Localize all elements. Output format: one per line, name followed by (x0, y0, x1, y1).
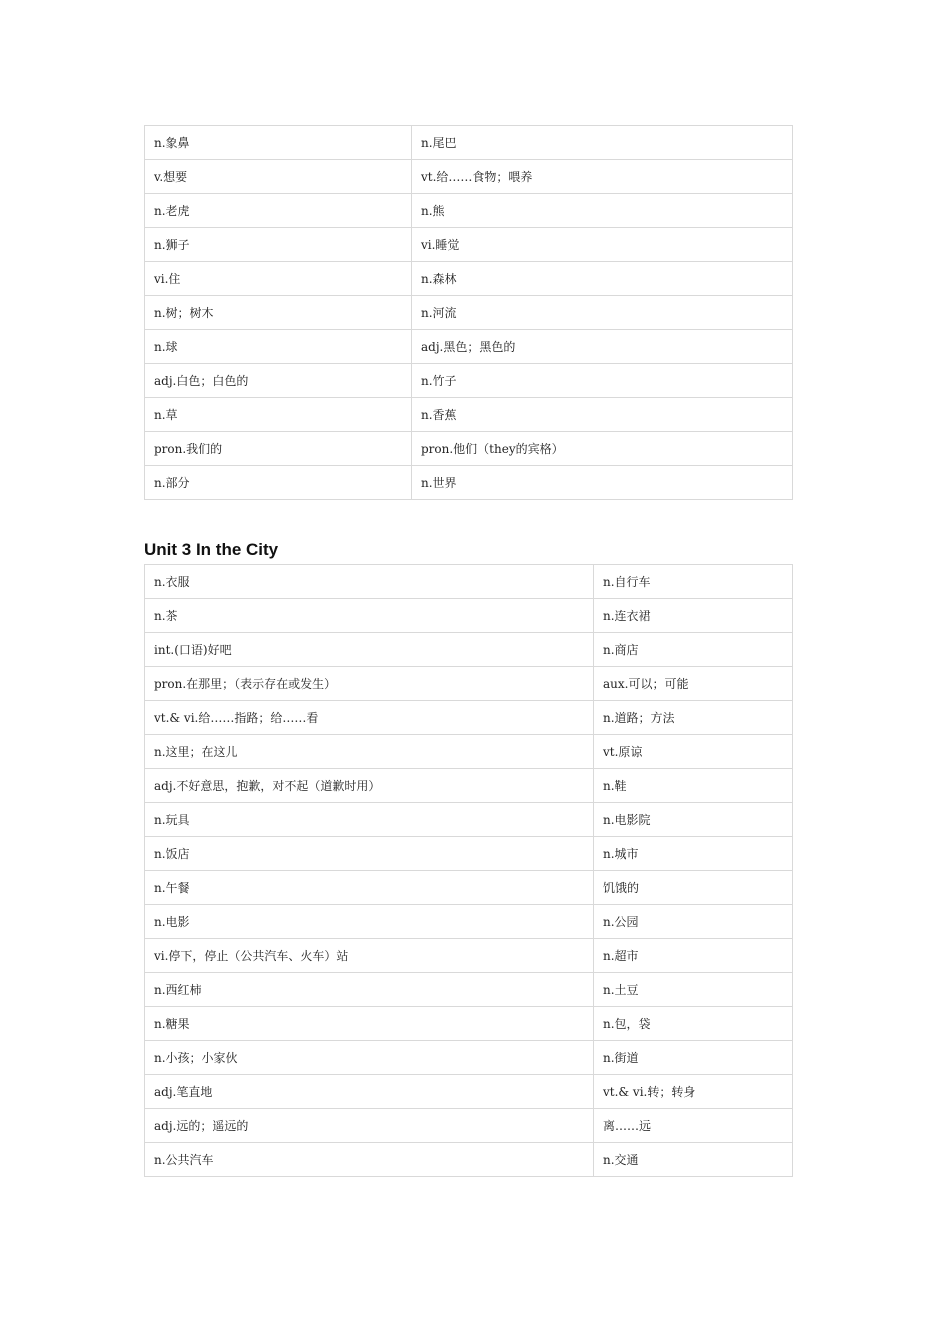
table-row (145, 1143, 793, 1177)
table-cell-left: n.球 (145, 330, 412, 364)
table-row (145, 871, 793, 905)
table-cell-left: adj.不好意思，抱歉，对不起（道歉时用） (145, 769, 594, 803)
table-row (145, 1041, 793, 1075)
table-cell-left: n.部分 (145, 466, 412, 500)
table-cell-right: 离……远 (594, 1109, 793, 1143)
table-row (145, 1109, 793, 1143)
table-cell-right: n.交通 (594, 1143, 793, 1177)
table-cell-left: v.想要 (145, 160, 412, 194)
table-cell-right: n.河流 (412, 296, 793, 330)
table-cell-right: n.尾巴 (412, 126, 793, 160)
table-cell-left: n.玩具 (145, 803, 594, 837)
table-row (145, 905, 793, 939)
table-cell-left: adj.白色；白色的 (145, 364, 412, 398)
table-cell-right: n.竹子 (412, 364, 793, 398)
table-cell-left: n.西红柿 (145, 973, 594, 1007)
table-cell-right: n.道路；方法 (594, 701, 793, 735)
table-row (145, 939, 793, 973)
table-row (145, 565, 793, 599)
table-cell-left: n.老虎 (145, 194, 412, 228)
table-cell-left: pron.我们的 (145, 432, 412, 466)
table-row (145, 330, 793, 364)
table-row (145, 262, 793, 296)
table-row (145, 364, 793, 398)
unit2-vocab-table-body (145, 126, 793, 500)
table-cell-left: vt.& vi.给……指路；给……看 (145, 701, 594, 735)
table-cell-right: n.鞋 (594, 769, 793, 803)
table-cell-left: adj.笔直地 (145, 1075, 594, 1109)
table-cell-right: n.街道 (594, 1041, 793, 1075)
table-cell-left: n.小孩；小家伙 (145, 1041, 594, 1075)
unit2-vocab-table (144, 125, 793, 500)
table-row (145, 1007, 793, 1041)
table-cell-left: n.狮子 (145, 228, 412, 262)
table-row (145, 296, 793, 330)
table-cell-left: pron.在那里；（表示存在或发生） (145, 667, 594, 701)
table-cell-right: vt.给……食物；喂养 (412, 160, 793, 194)
table-cell-right: n.电影院 (594, 803, 793, 837)
unit3-heading: Unit 3 In the City (144, 540, 279, 559)
table-row (145, 160, 793, 194)
table-row (145, 769, 793, 803)
table-cell-right: n.世界 (412, 466, 793, 500)
table-cell-right: vi.睡觉 (412, 228, 793, 262)
table-row (145, 667, 793, 701)
table-cell-right: n.包，袋 (594, 1007, 793, 1041)
table-cell-left: n.茶 (145, 599, 594, 633)
table-cell-right: aux.可以；可能 (594, 667, 793, 701)
unit3-vocab-table-body (145, 565, 793, 1177)
table-cell-right: pron.他们（they的宾格） (412, 432, 793, 466)
table-cell-left: adj.远的；遥远的 (145, 1109, 594, 1143)
table-row (145, 432, 793, 466)
table-cell-right: n.自行车 (594, 565, 793, 599)
table-row (145, 126, 793, 160)
table-row (145, 228, 793, 262)
table-cell-right: n.熊 (412, 194, 793, 228)
table-cell-right: n.森林 (412, 262, 793, 296)
table-cell-left: n.树；树木 (145, 296, 412, 330)
table-cell-left: n.饭店 (145, 837, 594, 871)
table-row (145, 1075, 793, 1109)
table-cell-right: n.超市 (594, 939, 793, 973)
unit3-vocab-table (144, 564, 793, 1177)
table-cell-left: n.电影 (145, 905, 594, 939)
table-cell-left: vi.住 (145, 262, 412, 296)
table-cell-left: n.草 (145, 398, 412, 432)
table-cell-right: vt.原谅 (594, 735, 793, 769)
table-row (145, 466, 793, 500)
table-cell-left: n.衣服 (145, 565, 594, 599)
table-cell-right: n.商店 (594, 633, 793, 667)
table-cell-left: n.糖果 (145, 1007, 594, 1041)
table-cell-right: adj.黑色；黑色的 (412, 330, 793, 364)
table-row (145, 973, 793, 1007)
table-cell-left: n.这里；在这儿 (145, 735, 594, 769)
table-cell-right: n.香蕉 (412, 398, 793, 432)
table-cell-left: n.公共汽车 (145, 1143, 594, 1177)
table-cell-right: vt.& vi.转；转身 (594, 1075, 793, 1109)
table-cell-left: n.午餐 (145, 871, 594, 905)
table-cell-right: 饥饿的 (594, 871, 793, 905)
table-row (145, 599, 793, 633)
table-row (145, 837, 793, 871)
table-cell-left: vi.停下，停止（公共汽车、火车）站 (145, 939, 594, 973)
table-cell-left: n.象鼻 (145, 126, 412, 160)
table-row (145, 701, 793, 735)
table-cell-left: int.(口语)好吧 (145, 633, 594, 667)
table-cell-right: n.连衣裙 (594, 599, 793, 633)
table-row (145, 398, 793, 432)
table-row (145, 633, 793, 667)
table-cell-right: n.公园 (594, 905, 793, 939)
table-cell-right: n.土豆 (594, 973, 793, 1007)
table-row (145, 803, 793, 837)
table-row (145, 735, 793, 769)
table-row (145, 194, 793, 228)
table-cell-right: n.城市 (594, 837, 793, 871)
